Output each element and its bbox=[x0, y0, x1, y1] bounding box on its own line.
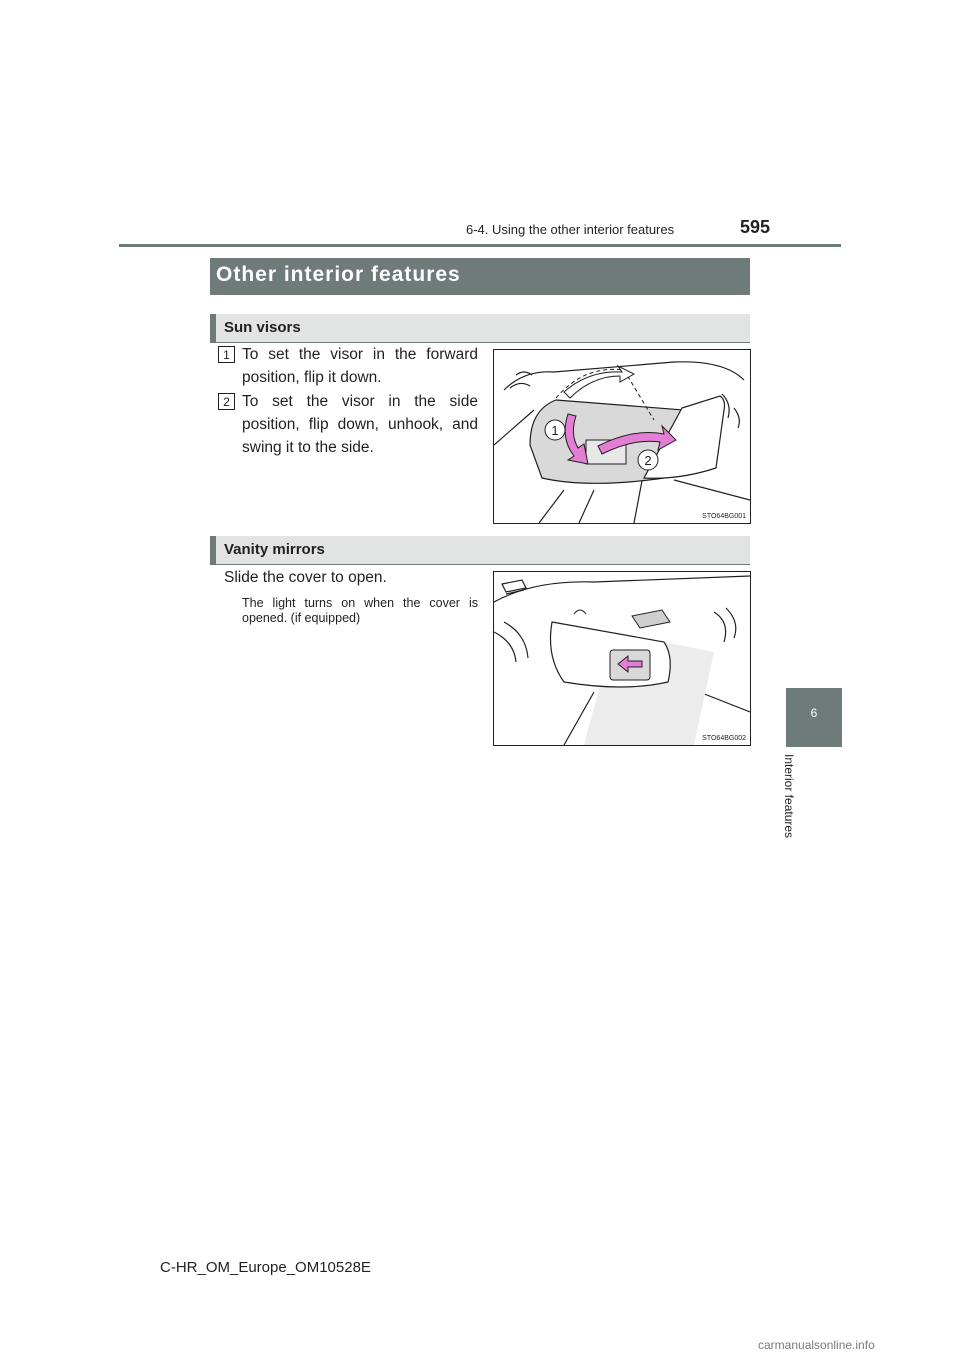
chapter-tab-title bbox=[780, 754, 800, 864]
watermark: carmanualsonline.info bbox=[758, 1338, 875, 1352]
section-heading-vanity-mirrors bbox=[210, 536, 750, 565]
page-title-bar bbox=[210, 258, 750, 295]
svg-text:2: 2 bbox=[223, 395, 230, 409]
section-heading-sun-visors bbox=[210, 314, 750, 343]
sun-visor-step-2: To set the visor in the side position, flip down, unhook, and swing it to the side. bbox=[242, 393, 478, 456]
step-1-icon bbox=[218, 346, 235, 363]
header-rule bbox=[119, 244, 841, 247]
svg-text:1: 1 bbox=[223, 348, 230, 362]
section-heading-marker bbox=[210, 536, 216, 564]
vanity-mirror-instruction: Slide the cover to open. bbox=[224, 569, 387, 586]
vanity-mirror-illustration bbox=[493, 571, 751, 746]
chapter-tab-title-text: Interior features bbox=[782, 754, 796, 839]
callout-1: 1 bbox=[551, 423, 559, 438]
step-2-icon bbox=[218, 393, 235, 410]
section-heading-marker bbox=[210, 314, 216, 342]
sun-visor-step-1: To set the visor in the forward position, flip it down. bbox=[242, 346, 478, 386]
chapter-tab-number: 6 bbox=[810, 706, 818, 720]
section-heading-text: Vanity mirrors bbox=[224, 541, 325, 558]
page-number: 595 bbox=[740, 217, 771, 237]
figure-code-1: STO64BG001 bbox=[702, 513, 746, 520]
vanity-mirror-note: The light turns on when the cover is opened. (if equipped) bbox=[242, 596, 478, 625]
figure-code-2: STO64BG002 bbox=[702, 735, 746, 742]
page-title: Other interior features bbox=[216, 263, 461, 286]
chapter-tab[interactable] bbox=[786, 688, 842, 747]
sun-visor-illustration bbox=[493, 349, 751, 524]
callout-2: 2 bbox=[644, 453, 652, 468]
section-heading-text: Sun visors bbox=[224, 319, 301, 336]
footer-document-id: C-HR_OM_Europe_OM10528E bbox=[160, 1259, 371, 1276]
running-header-section: 6-4. Using the other interior features bbox=[466, 222, 675, 237]
sun-visor-drawing bbox=[494, 350, 750, 523]
vanity-mirror-drawing bbox=[494, 572, 750, 745]
